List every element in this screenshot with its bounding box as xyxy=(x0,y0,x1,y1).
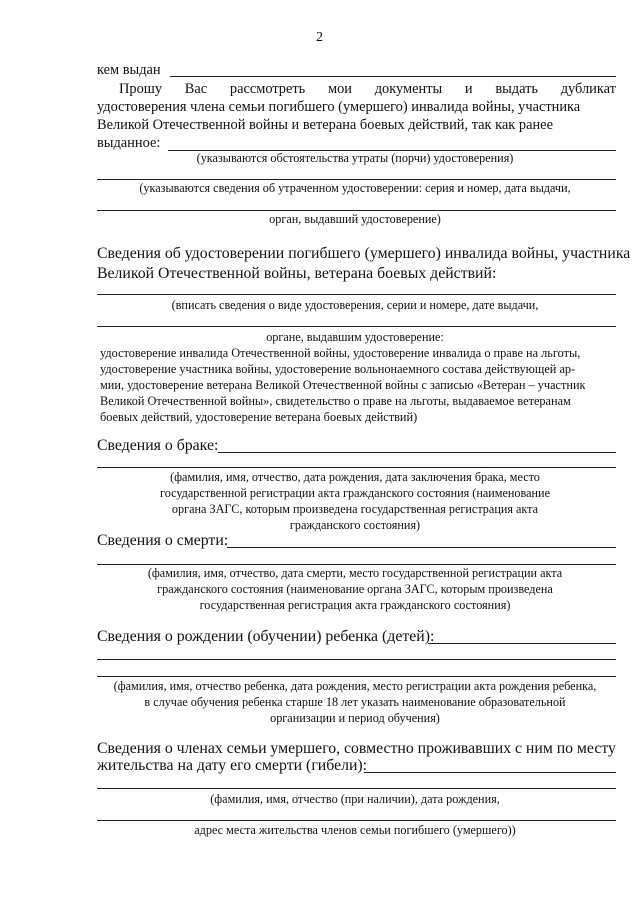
certificate-authority-caption: органе, выдавшим удостоверение: xyxy=(266,330,444,344)
page-number: 2 xyxy=(316,30,323,45)
previously-issued-label: выданное: xyxy=(97,135,161,151)
children-label: Сведения о рождении (обучении) ребенка (детей): xyxy=(97,628,435,645)
death-caption-line-2: гражданского состояния (наименование органа ЗАГС, которым произведена xyxy=(157,582,553,596)
certificate-note-line-3: мии, удостоверение ветерана Великой Отечественной войны с записью «Ветеран – участник xyxy=(100,378,586,392)
certificate-heading-line-2: Великой Отечественной войны, ветерана боевых действий: xyxy=(97,265,497,282)
request-line-1: Прошу Вас рассмотреть мои документы и выдать дубликат xyxy=(119,81,616,97)
death-field-1[interactable] xyxy=(227,547,616,548)
certificate-heading-line-1: Сведения об удостоверении погибшего (умершего) инвалида войны, участника xyxy=(97,245,631,262)
family-line-1: Сведения о членах семьи умершего, совместно проживавших с ним по месту xyxy=(97,740,616,757)
marriage-caption-line-4: гражданского состояния) xyxy=(289,518,421,532)
children-field-1[interactable] xyxy=(428,643,616,644)
family-field-2[interactable] xyxy=(97,788,616,789)
request-line-3: Великой Отечественной войны и ветерана боевых действий, так как ранее xyxy=(97,117,553,133)
family-line-2: жительства на дату его смерти (гибели): xyxy=(97,757,368,774)
marriage-field-2[interactable] xyxy=(97,467,616,468)
certificate-note-line-4: Великой Отечественной войны», свидетельство о праве на льготы, выдаваемое ветеранам xyxy=(100,394,571,408)
loss-circumstances-caption: (указываются обстоятельства утраты (порчи) удостоверения) xyxy=(196,151,514,165)
marriage-field-1[interactable] xyxy=(218,452,616,453)
issued-by-label: кем выдан xyxy=(97,62,161,78)
marriage-label: Сведения о браке: xyxy=(97,437,219,454)
children-field-2[interactable] xyxy=(97,659,616,660)
children-caption-line-1: (фамилия, имя, отчество ребенка, дата рождения, место регистрации акта рождения ребенка, xyxy=(113,679,597,693)
family-field-3[interactable] xyxy=(97,820,616,821)
issuing-authority-caption: орган, выдавший удостоверение) xyxy=(269,212,441,226)
marriage-caption-line-2: государственной регистрации акта гражданского состояния (наименование xyxy=(160,486,550,500)
certificate-info-field-2[interactable] xyxy=(97,326,616,327)
children-caption-line-3: организации и период обучения) xyxy=(270,711,440,725)
family-field-1[interactable] xyxy=(364,772,616,773)
request-line-2: удостоверения члена семьи погибшего (умершего) инвалида войны, участника xyxy=(97,99,581,115)
certificate-note-line-5: боевых действий, удостоверение ветерана боевых действий) xyxy=(100,410,418,424)
certificate-info-caption: (вписать сведения о виде удостоверения, серии и номере, дате выдачи, xyxy=(171,298,539,312)
death-caption-line-3: государственная регистрация акта гражданского состояния) xyxy=(199,598,511,612)
family-caption-line-1: (фамилия, имя, отчество (при наличии), дата рождения, xyxy=(210,792,500,806)
issued-by-field[interactable] xyxy=(170,76,616,77)
family-caption-line-2: адрес места жительства членов семьи погибшего (умершего)) xyxy=(194,823,516,837)
marriage-caption-line-3: органа ЗАГС, которым произведена государственная регистрация акта xyxy=(171,502,539,516)
children-caption-line-2: в случае обучения ребенка старше 18 лет указать наименование образовательной xyxy=(144,695,566,709)
certificate-note-line-1: удостоверение инвалида Отечественной войны, удостоверение инвалида о праве на льготы, xyxy=(100,346,581,360)
certificate-info-field-1[interactable] xyxy=(97,294,616,295)
death-caption-line-1: (фамилия, имя, отчество, дата смерти, место государственной регистрации акта xyxy=(147,566,563,580)
certificate-note-line-2: удостоверение участника войны, удостоверение вольнонаемного состава действующей ар- xyxy=(100,362,576,376)
death-label: Сведения о смерти: xyxy=(97,532,229,549)
lost-certificate-caption: (указываются сведения об утраченном удостоверении: серия и номер, дата выдачи, xyxy=(139,181,571,195)
children-field-3[interactable] xyxy=(97,676,616,677)
marriage-caption-line-1: (фамилия, имя, отчество, дата рождения, дата заключения брака, место xyxy=(170,470,540,484)
